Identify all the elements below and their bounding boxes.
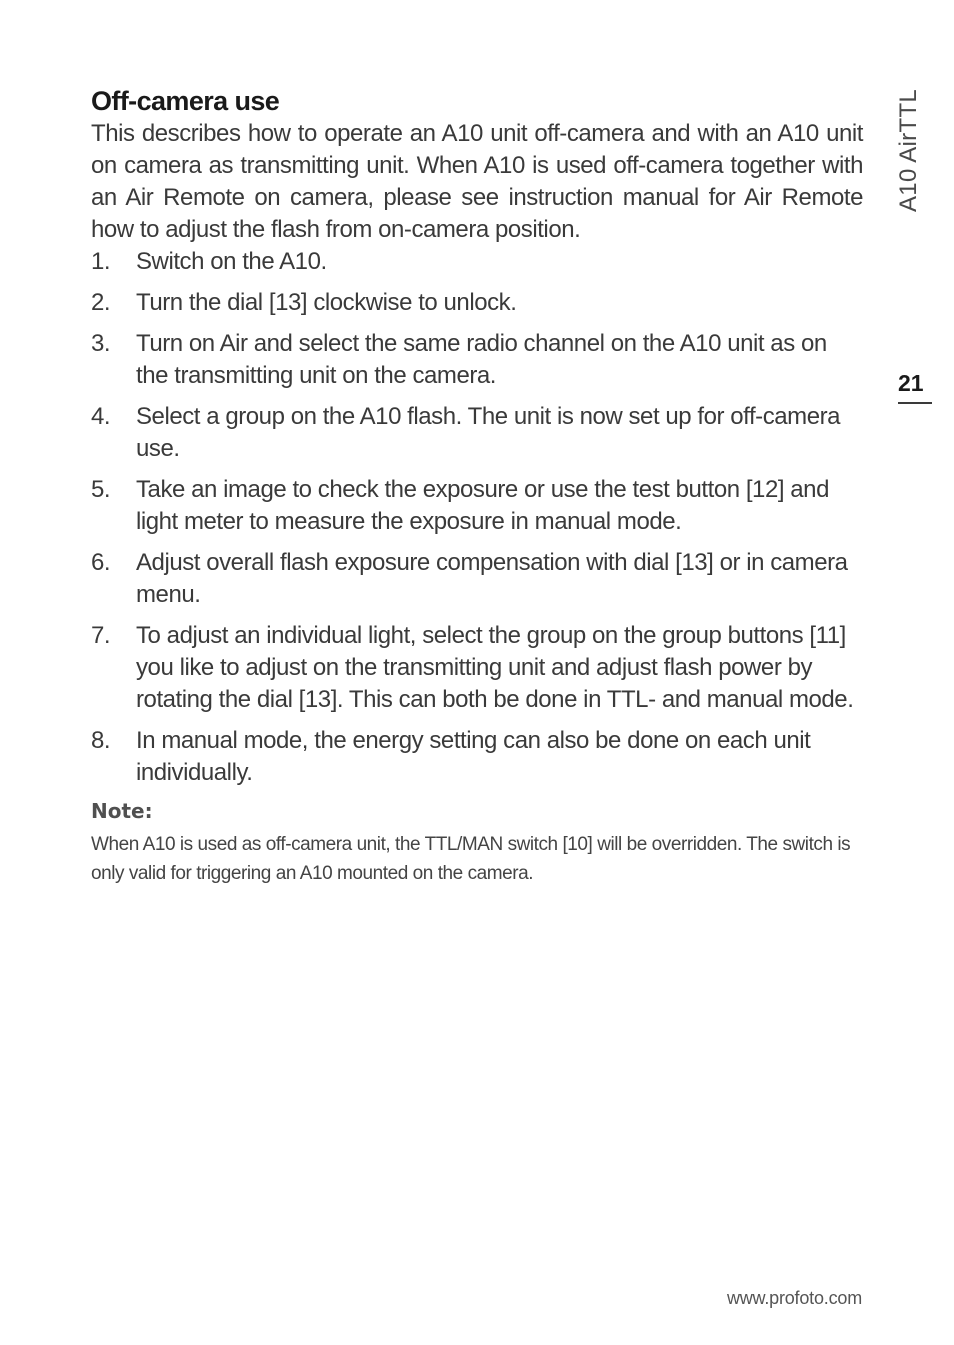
list-item [91, 725, 863, 789]
footer-url: www.profoto.com [726, 1288, 862, 1308]
page-number: 21 [898, 370, 924, 396]
step-text: To adjust an individual light, select the group on the group buttons [11] you like to adjust on the transmitting unit and adjust flash power by rotating the dial [13]. This can both be done in TTL- and manual mode. [136, 622, 854, 713]
page-number-divider [898, 402, 932, 404]
step-text: Adjust overall flash exposure compensation with dial [13] or in camera menu. [136, 549, 848, 608]
step-text: In manual mode, the energy setting can also be done on each unit individually. [136, 727, 811, 786]
steps-list [91, 246, 863, 789]
step-text: Switch on the A10. [136, 248, 327, 275]
step-text: Select a group on the A10 flash. The unit is now set up for off-camera use. [136, 403, 841, 462]
step-text: Take an image to check the exposure or use the test button [12] and light meter to measure the exposure in manual mode. [136, 476, 829, 535]
list-item [91, 287, 863, 319]
step-number: 6. [91, 549, 111, 576]
side-product-title: A10 AirTTL [895, 88, 922, 212]
step-number: 5. [91, 476, 111, 503]
step-text: Turn on Air and select the same radio channel on the A10 unit as on the transmitting unit on the camera. [136, 330, 827, 389]
list-item [91, 246, 863, 278]
step-number: 2. [91, 289, 111, 316]
list-item [91, 328, 863, 392]
step-number: 7. [91, 622, 111, 649]
step-text: Turn the dial [13] clockwise to unlock. [136, 289, 517, 316]
step-number: 3. [91, 330, 111, 357]
list-item [91, 547, 863, 611]
note-title: Note: [91, 799, 153, 823]
list-item [91, 620, 863, 716]
step-number: 8. [91, 727, 111, 754]
step-number: 4. [91, 403, 111, 430]
list-item [91, 401, 863, 465]
section-heading: Off-camera use [91, 86, 280, 116]
list-item [91, 474, 863, 538]
note-text: When A10 is used as off-camera unit, the TTL/MAN switch [10] will be overridden. The switch is only valid for triggering an A10 mounted on the camera. [91, 834, 851, 884]
intro-paragraph: This describes how to operate an A10 unit off-camera and with an A10 unit on camera as transmitting unit. When A10 is used off-camera together with an Air Remote on camera, please see instruction manual for Air Remote how to adjust the flash from on-camera position. [91, 120, 863, 243]
step-number: 1. [91, 248, 111, 275]
main-content [91, 84, 863, 888]
